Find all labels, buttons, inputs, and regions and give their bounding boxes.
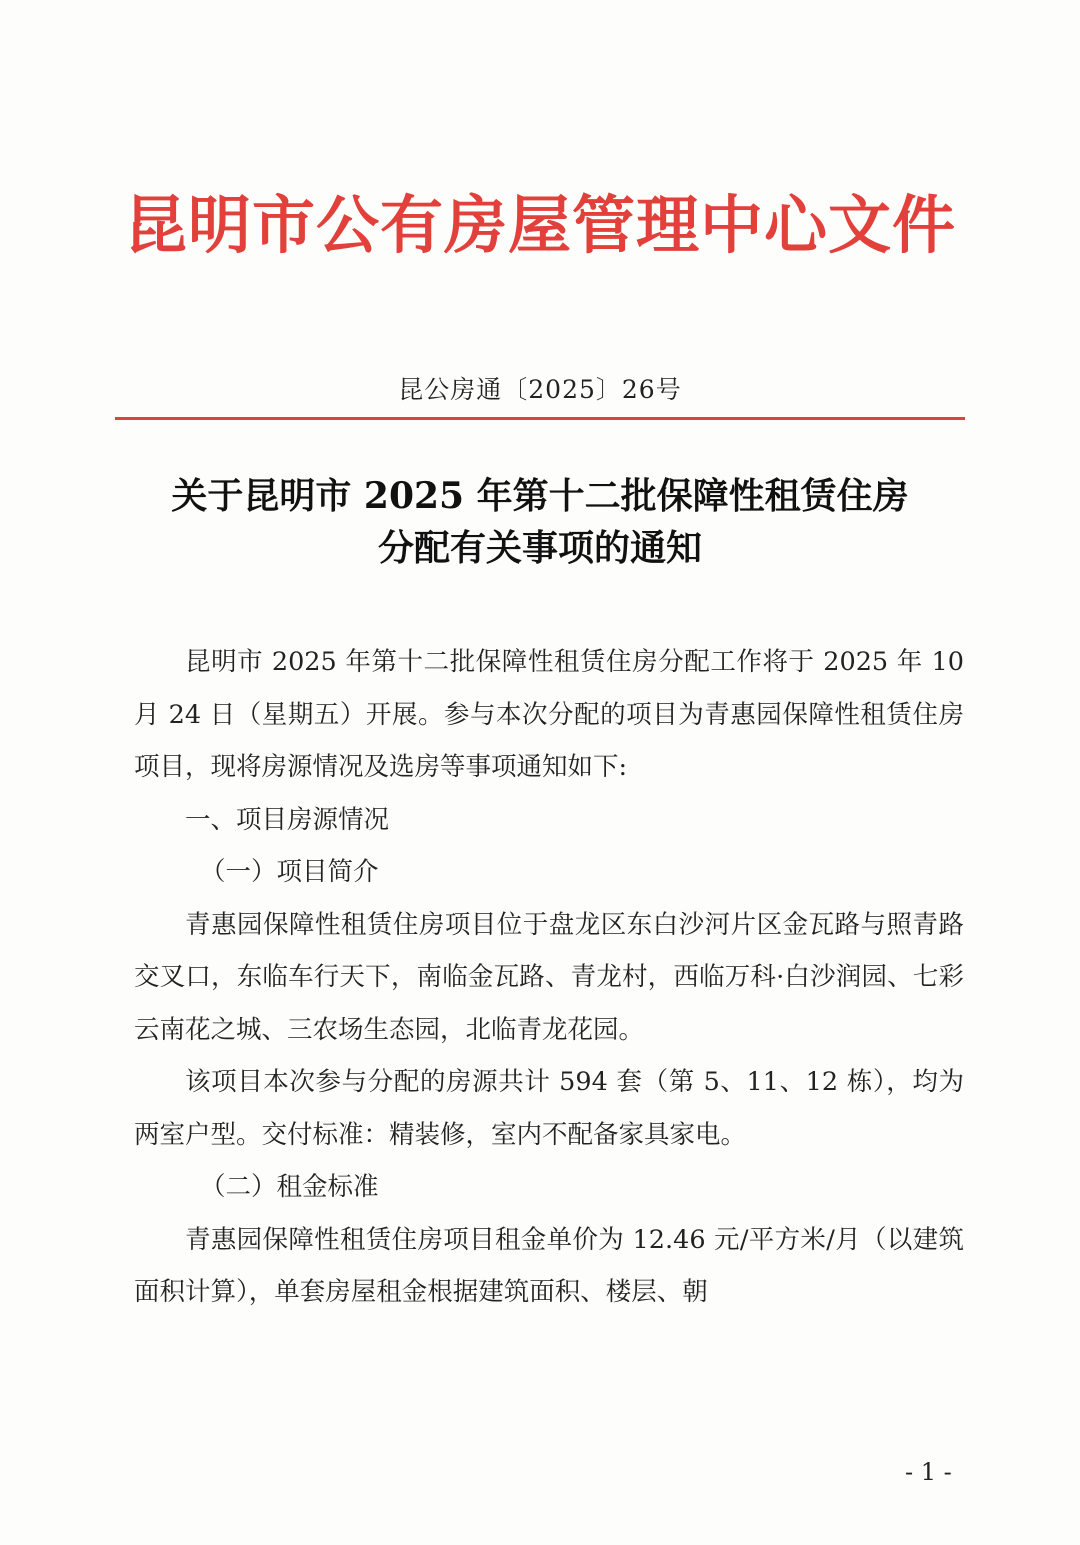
page-number: - 1 -	[905, 1458, 952, 1486]
section-heading-1: 一、项目房源情况	[185, 804, 390, 835]
subsection-heading-1: （一）项目简介	[200, 857, 379, 887]
issuing-authority-header: 昆明市公有房屋管理中心文件	[124, 188, 956, 262]
intro-paragraph: 昆明市 2025 年第十二批保障性租赁住房分配工作将于 2025 年 10 月 24 日（星期五）开展。参与本次分配的项目为青惠园保障性租赁住房项目，现将房源情况及选房等事项通知如下:	[134, 647, 964, 782]
subsection-heading-2: （二）租金标准	[200, 1172, 379, 1202]
notice-title-line-2: 分配有关事项的通知	[377, 527, 702, 569]
notice-title	[0, 470, 1080, 574]
notice-title-line-1: 关于昆明市 2025 年第十二批保障性租赁住房	[171, 475, 909, 517]
rent-standard-paragraph: 青惠园保障性租赁住房项目租金单价为 12.46 元/平方米/月（以建筑面积计算），单套房屋租金根据建筑面积、楼层、朝	[134, 1224, 964, 1307]
red-divider-line	[115, 417, 965, 420]
document-number: 昆公房通〔2025〕26号	[398, 375, 682, 404]
project-location-paragraph: 青惠园保障性租赁住房项目位于盘龙区东白沙河片区金瓦路与照青路交叉口，东临车行天下，南临金瓦路、青龙村，西临万科·白沙润园、七彩云南花之城、三农场生态园，北临青龙花园。	[134, 909, 964, 1045]
housing-units-paragraph: 该项目本次参与分配的房源共计 594 套（第 5、11、12 栋），均为两室户型。交付标准：精装修，室内不配备家具家电。	[134, 1067, 964, 1150]
notice-body	[134, 636, 964, 1319]
